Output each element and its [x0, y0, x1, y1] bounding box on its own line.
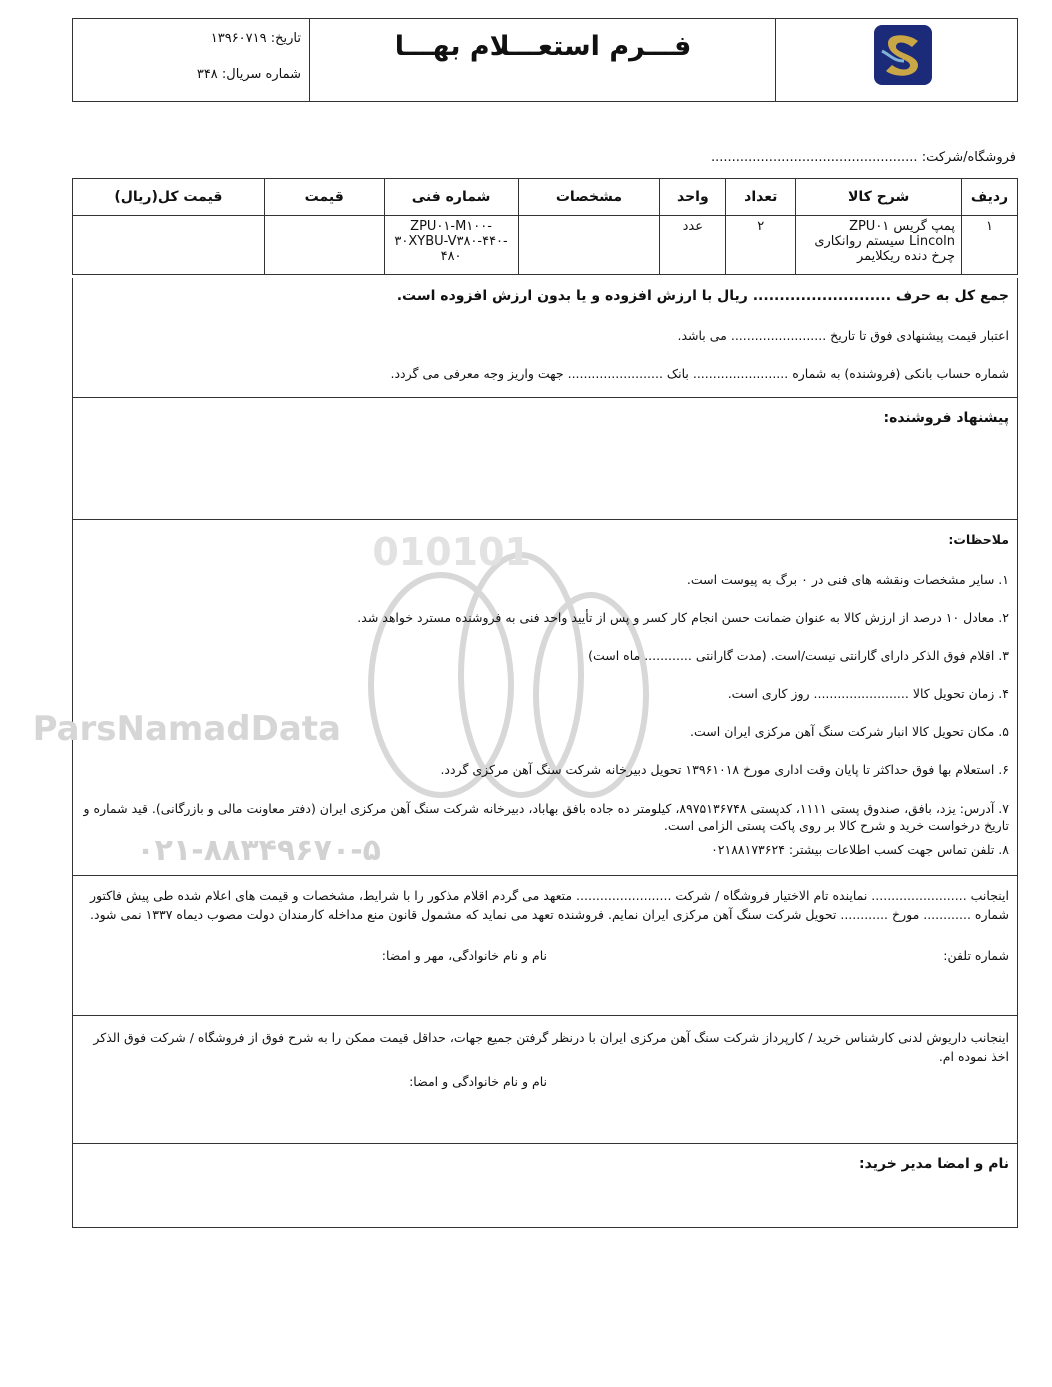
col-total-price: قیمت کل(ریال)	[73, 179, 265, 216]
total-in-words: جمع کل به حرف .......................... ریال با ارزش افزوده و یا بدون ارزش افزوده است.	[396, 288, 1009, 304]
watermark-digits: 010101	[372, 530, 531, 574]
header-title-cell	[309, 19, 776, 101]
col-price: قیمت	[264, 179, 384, 216]
notes-section	[32, 520, 1018, 876]
cell-spec	[518, 216, 660, 275]
note-item: ۷. آدرس: یزد، بافق، صندوق پستی ۱۱۱۱، کدپستی ۸۹۷۵۱۳۶۷۴۸، کیلومتر ده جاده بافق بهاباد، دبیرخانه شرکت سنگ آهن مرکزی ایران (دفتر معاونت مالی و بازرگانی). قید شماره و تاریخ درخواست خرید و شرح کالا بر روی پاکت پستی الزامی است.	[83, 801, 1009, 833]
vendor-commitment-section	[72, 876, 1018, 1016]
watermark-brand: ParsNamadData	[32, 709, 341, 749]
form-header	[72, 18, 1018, 102]
cell-quantity: ۲	[726, 216, 796, 275]
note-item: ۵. مکان تحویل کالا انبار شرکت سنگ آهن مرکزی ایران است.	[690, 724, 1009, 739]
table-row	[73, 216, 1018, 275]
col-part-number: شماره فنی	[384, 179, 518, 216]
header-meta	[73, 19, 309, 101]
store-company-field: فروشگاه/شرکت: ..................................................	[710, 150, 1016, 165]
note-item: ۳. اقلام فوق الذکر دارای گارانتی نیست/است. (مدت گارانتی ............ ماه است)	[588, 648, 1009, 663]
purchasing-expert-section	[72, 1016, 1018, 1144]
expert-signature: نام و نام خانوادگی و امضا:	[409, 1074, 547, 1089]
expert-statement: اینجانب داریوش لدنی کارشناس خرید / کارپرداز شرکت سنگ آهن مرکزی ایران با درنظر گرفتن جمیع جهات، حداقل قیمت ممکن را به شرح فوق از فروشگاه / شرکت فوق الذکر اخذ نموده ام.	[93, 1030, 1009, 1064]
manager-signature: نام و امضا مدیر خرید:	[859, 1156, 1009, 1172]
vendor-offer-title: پیشنهاد فروشنده:	[883, 410, 1009, 426]
items-table	[72, 178, 1018, 275]
manager-section	[72, 1144, 1018, 1228]
cell-part-number: ZPU۰۱-M۱۰۰- ۳۰XYBU-V۳۸۰-۴۴۰- ۴۸۰	[384, 216, 518, 275]
col-description: شرح کالا	[796, 179, 962, 216]
note-item: ۲. معادل ۱۰ درصد از ارزش کالا به عنوان ضمانت حسن انجام کار کسر و پس از تأیید واحد فنی به فروشنده مسترد خواهد شد.	[357, 610, 1009, 625]
col-spec: مشخصات	[518, 179, 660, 216]
vendor-signature: نام و نام خانوادگی، مهر و امضا:	[381, 948, 547, 963]
cell-description: پمپ گریس ZPU۰۱ Lincoln سیستم روانکاری چرخ دنده ریکلایمر	[796, 216, 962, 275]
note-item: ۸. تلفن تماس جهت کسب اطلاعات بیشتر: ۰۲۱۸۸۱۷۳۶۲۴	[711, 842, 1009, 857]
watermark-phone: ۰۲۱-۸۸۳۴۹۶۷۰-۵	[136, 833, 381, 868]
col-row: ردیف	[962, 179, 1018, 216]
total-section	[72, 278, 1018, 398]
header-logo-cell	[775, 19, 1020, 101]
cell-row: ۱	[962, 216, 1018, 275]
form-title: فـــرم استعـــلام بهـــا	[394, 31, 692, 62]
vendor-commitment-text: اینجانب ........................ نماینده تام الاختیار فروشگاه / شرکت ........................ متعهد می گردم اقلام مذکور را با شرایط، مشخصات و قیمت های اعلام شده طی پیش فاکتور شماره ............ مورخ ............ تحویل شرکت سنگ آهن مرکزی ایران نمایم. فروشنده تعهد می نماید که مشمول قانون منع مداخله کارمندان دولت مصوب دیماه ۱۳۳۷ نمی شود.	[89, 888, 1009, 922]
note-item: ۴. زمان تحویل کالا ........................ روز کاری است.	[727, 686, 1009, 701]
note-item: ۱. سایر مشخصات ونقشه های فنی در ۰ برگ به پیوست است.	[686, 572, 1009, 587]
bank-account: شماره حساب بانکی (فروشنده) به شماره ........................ بانک ........................ جهت واریز وجه معرفی می گردد.	[390, 366, 1009, 381]
cell-unit: عدد	[660, 216, 726, 275]
note-item: ۶. استعلام بها فوق حداکثر تا پایان وقت اداری مورخ ۱۳۹۶۱۰۱۸ تحویل دبیرخانه شرکت سنگ آهن مرکزی گردد.	[440, 762, 1009, 777]
cell-total-price	[73, 216, 265, 275]
notes-title: ملاحظات:	[948, 532, 1009, 547]
vendor-phone: شماره تلفن:	[943, 948, 1009, 963]
price-validity: اعتبار قیمت پیشنهادی فوق تا تاریخ ........................ می باشد.	[677, 328, 1009, 343]
cell-price	[264, 216, 384, 275]
form-date: تاریخ: ۱۳۹۶۰۷۱۹	[210, 31, 301, 46]
col-quantity: تعداد	[726, 179, 796, 216]
table-header-row	[73, 179, 1018, 216]
col-unit: واحد	[660, 179, 726, 216]
serial-number: شماره سریال: ۳۴۸	[196, 67, 301, 82]
company-logo-icon	[874, 25, 932, 85]
vendor-offer-section	[72, 398, 1018, 520]
